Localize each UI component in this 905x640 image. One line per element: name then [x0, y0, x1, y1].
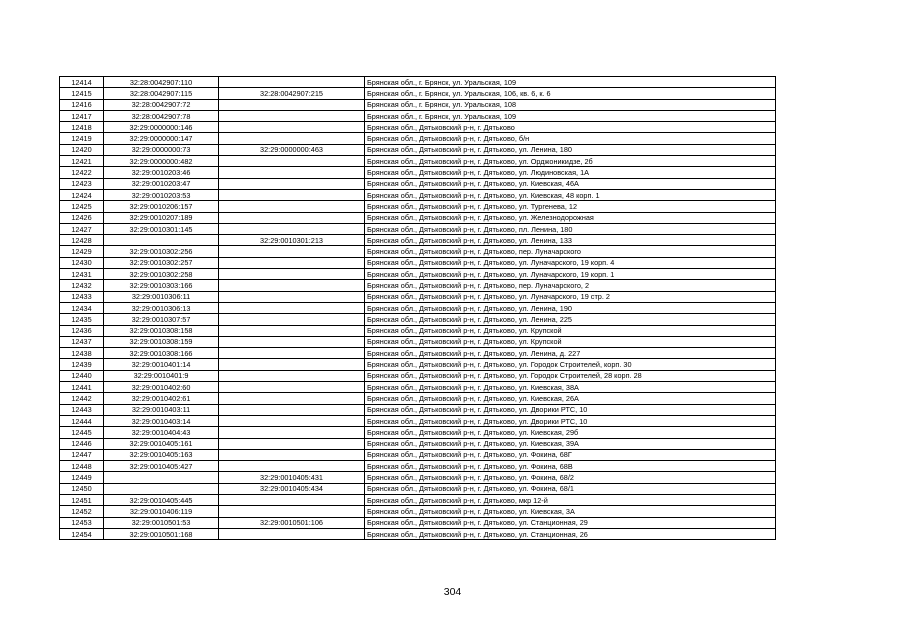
related-cadastral-number-cell	[219, 528, 365, 539]
address-cell: Брянская обл., Дятьковский р-н, г. Дятьково, ул. Киевская, 26А	[365, 393, 776, 404]
table-row	[60, 257, 776, 268]
row-number-cell: 12444	[60, 415, 104, 426]
cadastral-number-cell: 32:29:0010206:157	[104, 201, 219, 212]
row-number-cell: 12439	[60, 359, 104, 370]
address-cell: Брянская обл., Дятьковский р-н, г. Дятьково, ул. Фокина, 68/1	[365, 483, 776, 494]
address-cell: Брянская обл., Дятьковский р-н, г. Дятьково, ул. Киевская, 38А	[365, 382, 776, 393]
address-cell: Брянская обл., Дятьковский р-н, г. Дятьково, ул. Городок Строителей, корп. 30	[365, 359, 776, 370]
cadastral-number-cell	[104, 483, 219, 494]
cadastral-number-cell: 32:29:0010405:427	[104, 461, 219, 472]
address-cell: Брянская обл., Дятьковский р-н, г. Дятьково, ул. Ленина, д. 227	[365, 348, 776, 359]
row-number-cell: 12421	[60, 156, 104, 167]
table-row	[60, 461, 776, 472]
table-row	[60, 483, 776, 494]
table-row	[60, 528, 776, 539]
table-row	[60, 269, 776, 280]
cadastral-number-cell: 32:29:0010308:158	[104, 325, 219, 336]
table-row	[60, 506, 776, 517]
table-row	[60, 235, 776, 246]
table-row	[60, 449, 776, 460]
table-row	[60, 246, 776, 257]
address-cell: Брянская обл., Дятьковский р-н, г. Дятьково, ул. Киевская, 39А	[365, 438, 776, 449]
address-cell: Брянская обл., Дятьковский р-н, г. Дятьково, ул. Ленина, 190	[365, 302, 776, 313]
related-cadastral-number-cell	[219, 110, 365, 121]
table-row	[60, 359, 776, 370]
table-row	[60, 427, 776, 438]
related-cadastral-number-cell	[219, 167, 365, 178]
row-number-cell: 12434	[60, 302, 104, 313]
related-cadastral-number-cell	[219, 336, 365, 347]
cadastral-number-cell: 32:28:0042907:78	[104, 110, 219, 121]
row-number-cell: 12451	[60, 494, 104, 505]
related-cadastral-number-cell	[219, 302, 365, 313]
table-row	[60, 291, 776, 302]
cadastral-number-cell: 32:29:0010405:445	[104, 494, 219, 505]
cadastral-number-cell: 32:29:0010501:53	[104, 517, 219, 528]
table-row	[60, 178, 776, 189]
row-number-cell: 12436	[60, 325, 104, 336]
related-cadastral-number-cell	[219, 178, 365, 189]
related-cadastral-number-cell: 32:29:0010501:106	[219, 517, 365, 528]
address-cell: Брянская обл., Дятьковский р-н, г. Дятьково, ул. Железнодорожная	[365, 212, 776, 223]
related-cadastral-number-cell	[219, 449, 365, 460]
row-number-cell: 12420	[60, 144, 104, 155]
address-cell: Брянская обл., Дятьковский р-н, г. Дятьково, ул. Крупской	[365, 336, 776, 347]
related-cadastral-number-cell	[219, 269, 365, 280]
related-cadastral-number-cell	[219, 223, 365, 234]
cadastral-number-cell: 32:29:0010406:119	[104, 506, 219, 517]
address-cell: Брянская обл., Дятьковский р-н, г. Дятьково, ул. Киевская, 48 корп. 1	[365, 189, 776, 200]
table-row	[60, 348, 776, 359]
address-cell: Брянская обл., Дятьковский р-н, г. Дятьково, ул. Тургенева, 12	[365, 201, 776, 212]
address-cell: Брянская обл., г. Брянск, ул. Уральская, 106, кв. 6, к. 6	[365, 88, 776, 99]
address-cell: Брянская обл., Дятьковский р-н, г. Дятьково, ул. Ленина, 133	[365, 235, 776, 246]
row-number-cell: 12430	[60, 257, 104, 268]
row-number-cell: 12438	[60, 348, 104, 359]
related-cadastral-number-cell	[219, 393, 365, 404]
cadastral-number-cell: 32:29:0010401:14	[104, 359, 219, 370]
address-cell: Брянская обл., Дятьковский р-н, г. Дятьково, ул. Фокина, 68В	[365, 461, 776, 472]
row-number-cell: 12440	[60, 370, 104, 381]
row-number-cell: 12449	[60, 472, 104, 483]
table-row	[60, 472, 776, 483]
address-cell: Брянская обл., Дятьковский р-н, г. Дятьково, ул. Луначарского, 19 корп. 1	[365, 269, 776, 280]
cadastral-number-cell: 32:28:0042907:115	[104, 88, 219, 99]
address-cell: Брянская обл., Дятьковский р-н, г. Дятьково, пер. Луначарского	[365, 246, 776, 257]
table-row	[60, 404, 776, 415]
row-number-cell: 12450	[60, 483, 104, 494]
cadastral-number-cell: 32:29:0010405:163	[104, 449, 219, 460]
address-cell: Брянская обл., Дятьковский р-н, г. Дятьково, ул. Киевская, 3А	[365, 506, 776, 517]
related-cadastral-number-cell	[219, 314, 365, 325]
address-cell: Брянская обл., Дятьковский р-н, г. Дятьково, пер. Луначарского, 2	[365, 280, 776, 291]
table-row	[60, 280, 776, 291]
row-number-cell: 12414	[60, 77, 104, 88]
related-cadastral-number-cell	[219, 438, 365, 449]
cadastral-number-cell: 32:29:0000000:482	[104, 156, 219, 167]
table-row	[60, 393, 776, 404]
cadastral-number-cell	[104, 235, 219, 246]
table-row	[60, 167, 776, 178]
address-cell: Брянская обл., Дятьковский р-н, г. Дятьково, ул. Киевская, 29б	[365, 427, 776, 438]
table-row	[60, 517, 776, 528]
row-number-cell: 12447	[60, 449, 104, 460]
row-number-cell: 12416	[60, 99, 104, 110]
related-cadastral-number-cell	[219, 382, 365, 393]
cadastral-number-cell: 32:29:0010404:43	[104, 427, 219, 438]
cadastral-number-cell: 32:29:0010403:14	[104, 415, 219, 426]
cadastral-number-cell: 32:29:0010203:53	[104, 189, 219, 200]
address-cell: Брянская обл., Дятьковский р-н, г. Дятьково, ул. Городок Строителей, 28 корп. 28	[365, 370, 776, 381]
table-row	[60, 302, 776, 313]
row-number-cell: 12415	[60, 88, 104, 99]
table-row	[60, 189, 776, 200]
address-cell: Брянская обл., Дятьковский р-н, г. Дятьково, ул. Крупской	[365, 325, 776, 336]
related-cadastral-number-cell	[219, 427, 365, 438]
table-row	[60, 201, 776, 212]
cadastral-number-cell: 32:29:0010308:166	[104, 348, 219, 359]
related-cadastral-number-cell: 32:29:0010405:431	[219, 472, 365, 483]
row-number-cell: 12448	[60, 461, 104, 472]
row-number-cell: 12441	[60, 382, 104, 393]
row-number-cell: 12427	[60, 223, 104, 234]
cadastral-number-cell: 32:29:0000000:146	[104, 122, 219, 133]
related-cadastral-number-cell	[219, 348, 365, 359]
cadastral-number-cell: 32:29:0010203:46	[104, 167, 219, 178]
table-row	[60, 156, 776, 167]
address-cell: Брянская обл., Дятьковский р-н, г. Дятьково, ул. Ленина, 180	[365, 144, 776, 155]
row-number-cell: 12428	[60, 235, 104, 246]
cadastral-number-cell: 32:29:0010308:159	[104, 336, 219, 347]
row-number-cell: 12437	[60, 336, 104, 347]
table-row	[60, 88, 776, 99]
cadastral-number-cell: 32:29:0010405:161	[104, 438, 219, 449]
cadastral-number-cell: 32:29:0010303:166	[104, 280, 219, 291]
table-row	[60, 99, 776, 110]
table-row	[60, 133, 776, 144]
table-row	[60, 438, 776, 449]
row-number-cell: 12433	[60, 291, 104, 302]
table-row	[60, 77, 776, 88]
row-number-cell: 12432	[60, 280, 104, 291]
cadastral-number-cell: 32:29:0010302:257	[104, 257, 219, 268]
address-cell: Брянская обл., Дятьковский р-н, г. Дятьково, ул. Луначарского, 19 корп. 4	[365, 257, 776, 268]
cadastral-number-cell	[104, 472, 219, 483]
address-cell: Брянская обл., Дятьковский р-н, г. Дятьково	[365, 122, 776, 133]
cadastral-number-cell: 32:29:0010301:145	[104, 223, 219, 234]
related-cadastral-number-cell	[219, 280, 365, 291]
row-number-cell: 12423	[60, 178, 104, 189]
table-row	[60, 325, 776, 336]
address-cell: Брянская обл., Дятьковский р-н, г. Дятьково, ул. Дворики РТС, 10	[365, 415, 776, 426]
related-cadastral-number-cell	[219, 99, 365, 110]
cadastral-number-cell: 32:29:0010501:168	[104, 528, 219, 539]
related-cadastral-number-cell	[219, 156, 365, 167]
cadastral-number-cell: 32:29:0010306:11	[104, 291, 219, 302]
row-number-cell: 12452	[60, 506, 104, 517]
table-row	[60, 110, 776, 121]
table-row	[60, 370, 776, 381]
cadastral-number-cell: 32:29:0010402:61	[104, 393, 219, 404]
address-cell: Брянская обл., г. Брянск, ул. Уральская, 109	[365, 110, 776, 121]
related-cadastral-number-cell	[219, 325, 365, 336]
related-cadastral-number-cell	[219, 246, 365, 257]
related-cadastral-number-cell	[219, 201, 365, 212]
document-table	[59, 76, 776, 540]
row-number-cell: 12425	[60, 201, 104, 212]
address-cell: Брянская обл., Дятьковский р-н, г. Дятьково, ул. Людиновская, 1А	[365, 167, 776, 178]
cadastral-number-cell: 32:28:0042907:72	[104, 99, 219, 110]
related-cadastral-number-cell: 32:28:0042907:215	[219, 88, 365, 99]
address-cell: Брянская обл., Дятьковский р-н, г. Дятьково, ул. Орджоникидзе, 2б	[365, 156, 776, 167]
row-number-cell: 12453	[60, 517, 104, 528]
row-number-cell: 12446	[60, 438, 104, 449]
row-number-cell: 12418	[60, 122, 104, 133]
row-number-cell: 12422	[60, 167, 104, 178]
related-cadastral-number-cell	[219, 257, 365, 268]
row-number-cell: 12442	[60, 393, 104, 404]
table-body	[60, 77, 776, 540]
related-cadastral-number-cell: 32:29:0000000:463	[219, 144, 365, 155]
address-cell: Брянская обл., Дятьковский р-н, г. Дятьково, ул. Станционная, 26	[365, 528, 776, 539]
address-cell: Брянская обл., Дятьковский р-н, г. Дятьково, ул. Дворики РТС, 10	[365, 404, 776, 415]
related-cadastral-number-cell	[219, 77, 365, 88]
related-cadastral-number-cell	[219, 212, 365, 223]
table-row	[60, 494, 776, 505]
cadastral-number-cell: 32:29:0010302:258	[104, 269, 219, 280]
row-number-cell: 12426	[60, 212, 104, 223]
related-cadastral-number-cell	[219, 461, 365, 472]
related-cadastral-number-cell	[219, 370, 365, 381]
address-cell: Брянская обл., Дятьковский р-н, г. Дятьково, пл. Ленина, 180	[365, 223, 776, 234]
table-row	[60, 223, 776, 234]
table-row	[60, 212, 776, 223]
row-number-cell: 12435	[60, 314, 104, 325]
table-row	[60, 336, 776, 347]
cadastral-number-cell: 32:29:0010403:11	[104, 404, 219, 415]
cadastral-number-cell: 32:29:0010302:256	[104, 246, 219, 257]
address-cell: Брянская обл., Дятьковский р-н, г. Дятьково, б/н	[365, 133, 776, 144]
row-number-cell: 12419	[60, 133, 104, 144]
address-cell: Брянская обл., Дятьковский р-н, г. Дятьково, мкр 12-й	[365, 494, 776, 505]
cadastral-number-cell: 32:29:0000000:73	[104, 144, 219, 155]
row-number-cell: 12431	[60, 269, 104, 280]
related-cadastral-number-cell	[219, 494, 365, 505]
table-row	[60, 382, 776, 393]
cadastral-number-cell: 32:29:0010203:47	[104, 178, 219, 189]
row-number-cell: 12443	[60, 404, 104, 415]
related-cadastral-number-cell	[219, 359, 365, 370]
row-number-cell: 12424	[60, 189, 104, 200]
table-row	[60, 144, 776, 155]
related-cadastral-number-cell: 32:29:0010301:213	[219, 235, 365, 246]
related-cadastral-number-cell	[219, 291, 365, 302]
cadastral-number-cell: 32:29:0010306:13	[104, 302, 219, 313]
cadastral-number-cell: 32:29:0010401:9	[104, 370, 219, 381]
related-cadastral-number-cell	[219, 415, 365, 426]
related-cadastral-number-cell	[219, 404, 365, 415]
cadastral-number-cell: 32:29:0000000:147	[104, 133, 219, 144]
table-row	[60, 314, 776, 325]
row-number-cell: 12429	[60, 246, 104, 257]
related-cadastral-number-cell	[219, 133, 365, 144]
address-cell: Брянская обл., Дятьковский р-н, г. Дятьково, ул. Киевская, 46А	[365, 178, 776, 189]
address-cell: Брянская обл., Дятьковский р-н, г. Дятьково, ул. Луначарского, 19 стр. 2	[365, 291, 776, 302]
address-cell: Брянская обл., г. Брянск, ул. Уральская, 108	[365, 99, 776, 110]
page-number: 304	[443, 586, 462, 598]
table-row	[60, 415, 776, 426]
cadastral-number-cell: 32:29:0010307:57	[104, 314, 219, 325]
address-cell: Брянская обл., Дятьковский р-н, г. Дятьково, ул. Станционная, 29	[365, 517, 776, 528]
address-cell: Брянская обл., г. Брянск, ул. Уральская, 109	[365, 77, 776, 88]
row-number-cell: 12445	[60, 427, 104, 438]
related-cadastral-number-cell	[219, 122, 365, 133]
address-cell: Брянская обл., Дятьковский р-н, г. Дятьково, ул. Фокина, 68Г	[365, 449, 776, 460]
related-cadastral-number-cell	[219, 189, 365, 200]
address-cell: Брянская обл., Дятьковский р-н, г. Дятьково, ул. Ленина, 225	[365, 314, 776, 325]
related-cadastral-number-cell: 32:29:0010405:434	[219, 483, 365, 494]
row-number-cell: 12417	[60, 110, 104, 121]
cadastral-number-cell: 32:29:0010402:60	[104, 382, 219, 393]
row-number-cell: 12454	[60, 528, 104, 539]
related-cadastral-number-cell	[219, 506, 365, 517]
table-row	[60, 122, 776, 133]
address-cell: Брянская обл., Дятьковский р-н, г. Дятьково, ул. Фокина, 68/2	[365, 472, 776, 483]
cadastral-number-cell: 32:28:0042907:110	[104, 77, 219, 88]
cadastral-number-cell: 32:29:0010207:189	[104, 212, 219, 223]
